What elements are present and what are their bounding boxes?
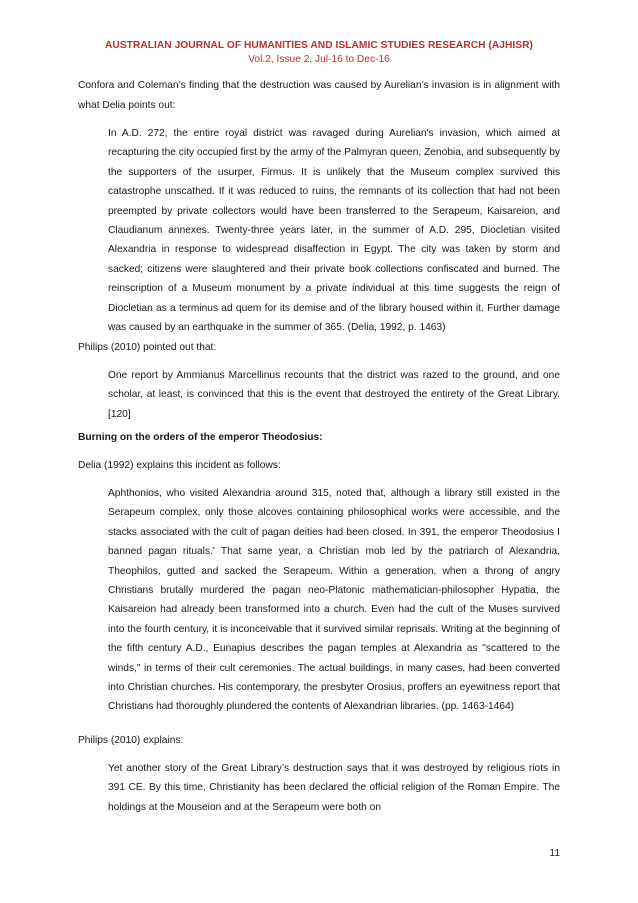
block-quote-philips-1: One report by Ammianus Marcellinus recounts that the district was razed to the ground, and one scholar, at least, is convinced that this is the event that destroyed the entirety of the Great Library.[120]: [108, 370, 560, 420]
paragraph-intro-delia-2: Delia (1992) explains this incident as follows:: [78, 460, 281, 471]
paragraph-intro-philips-2: Philips (2010) explains:: [78, 735, 184, 746]
block-quote-delia-2: Aphthonios, who visited Alexandria around 315, noted that, although a library still existed in the Serapeum complex, only those alcoves containing philosophical works were accessible, and the stacks associated with the cult of pagan deities had been closed. In 391, the emperor Theodosius I banned pagan rituals.' That same year, a Christian mob led by the patriarch of Alexandria, Theophilos, gutted and sacked the Serapeum. Within a generation, when a throng of angry Christians brutally murdered the pagan neo-Platonic mathematician-philosopher Hypatia, the Kaisareion had already been transformed into a church. Even had the cult of the Muses survived into the fourth century, it is inconceivable that it survived similar reprisals. Writing at the beginning of the fifth century A.D., Eunapius describes the pagan temples at Alexandria as "scattered to the winds," in terms of their cult ceremonies. The actual buildings, in many cases, had been converted into Christian churches. His contemporary, the presbyter Orosius, proffers an eyewitness report that Christians had thoroughly plundered the contents of Alexandrian libraries. (pp. 1463-1464): [108, 488, 560, 713]
block-quote-philips-2: Yet another story of the Great Library’s destruction says that it was destroyed by religious riots in 391 CE. By this time, Christianity has been declared the official religion of the Roman Empire. The holdings at the Mouseion and at the Serapeum were both on: [108, 763, 560, 813]
journal-issue: Vol.2, Issue 2, Jul-16 to Dec-16: [248, 54, 390, 65]
section-heading-theodosius: Burning on the orders of the emperor Theodosius:: [78, 432, 323, 443]
paragraph-intro-confora: Confora and Coleman’s finding that the destruction was caused by Aurelian’s invasion is in alignment with what Delia points out:: [78, 80, 560, 111]
journal-title: AUSTRALIAN JOURNAL OF HUMANITIES AND ISLAMIC STUDIES RESEARCH (AJHISR): [105, 40, 533, 51]
page-number: 11: [549, 848, 560, 859]
block-quote-delia-1: In A.D. 272, the entire royal district was ravaged during Aurelian's invasion, which aimed at recapturing the city occupied first by the army of the Palmyran queen, Zenobia, and subsequently by the supporters of the usurper, Firmus. It is unlikely that the Museum complex survived this catastrophe unscathed. If it was reduced to ruins, the remnants of its collection that had not been preempted by private collectors would have been transferred to the Serapeum, Kaisareion, and Claudianum annexes. Twenty-three years later, in the summer of A.D. 295, Diocletian visited Alexandria in response to widespread disaffection in Egypt. The city was taken by storm and sacked; citizens were slaughtered and their private book collections confiscated and burned. The reinscription of a Museum monument by a private individual at this time suggests the reign of Diocletian as a terminus ad quem for its demise and of the library housed within it. Further damage was caused by an earthquake in the summer of 365. (Delia, 1992, p. 1463): [108, 128, 560, 334]
paragraph-intro-philips-1: Philips (2010) pointed out that:: [78, 342, 217, 353]
